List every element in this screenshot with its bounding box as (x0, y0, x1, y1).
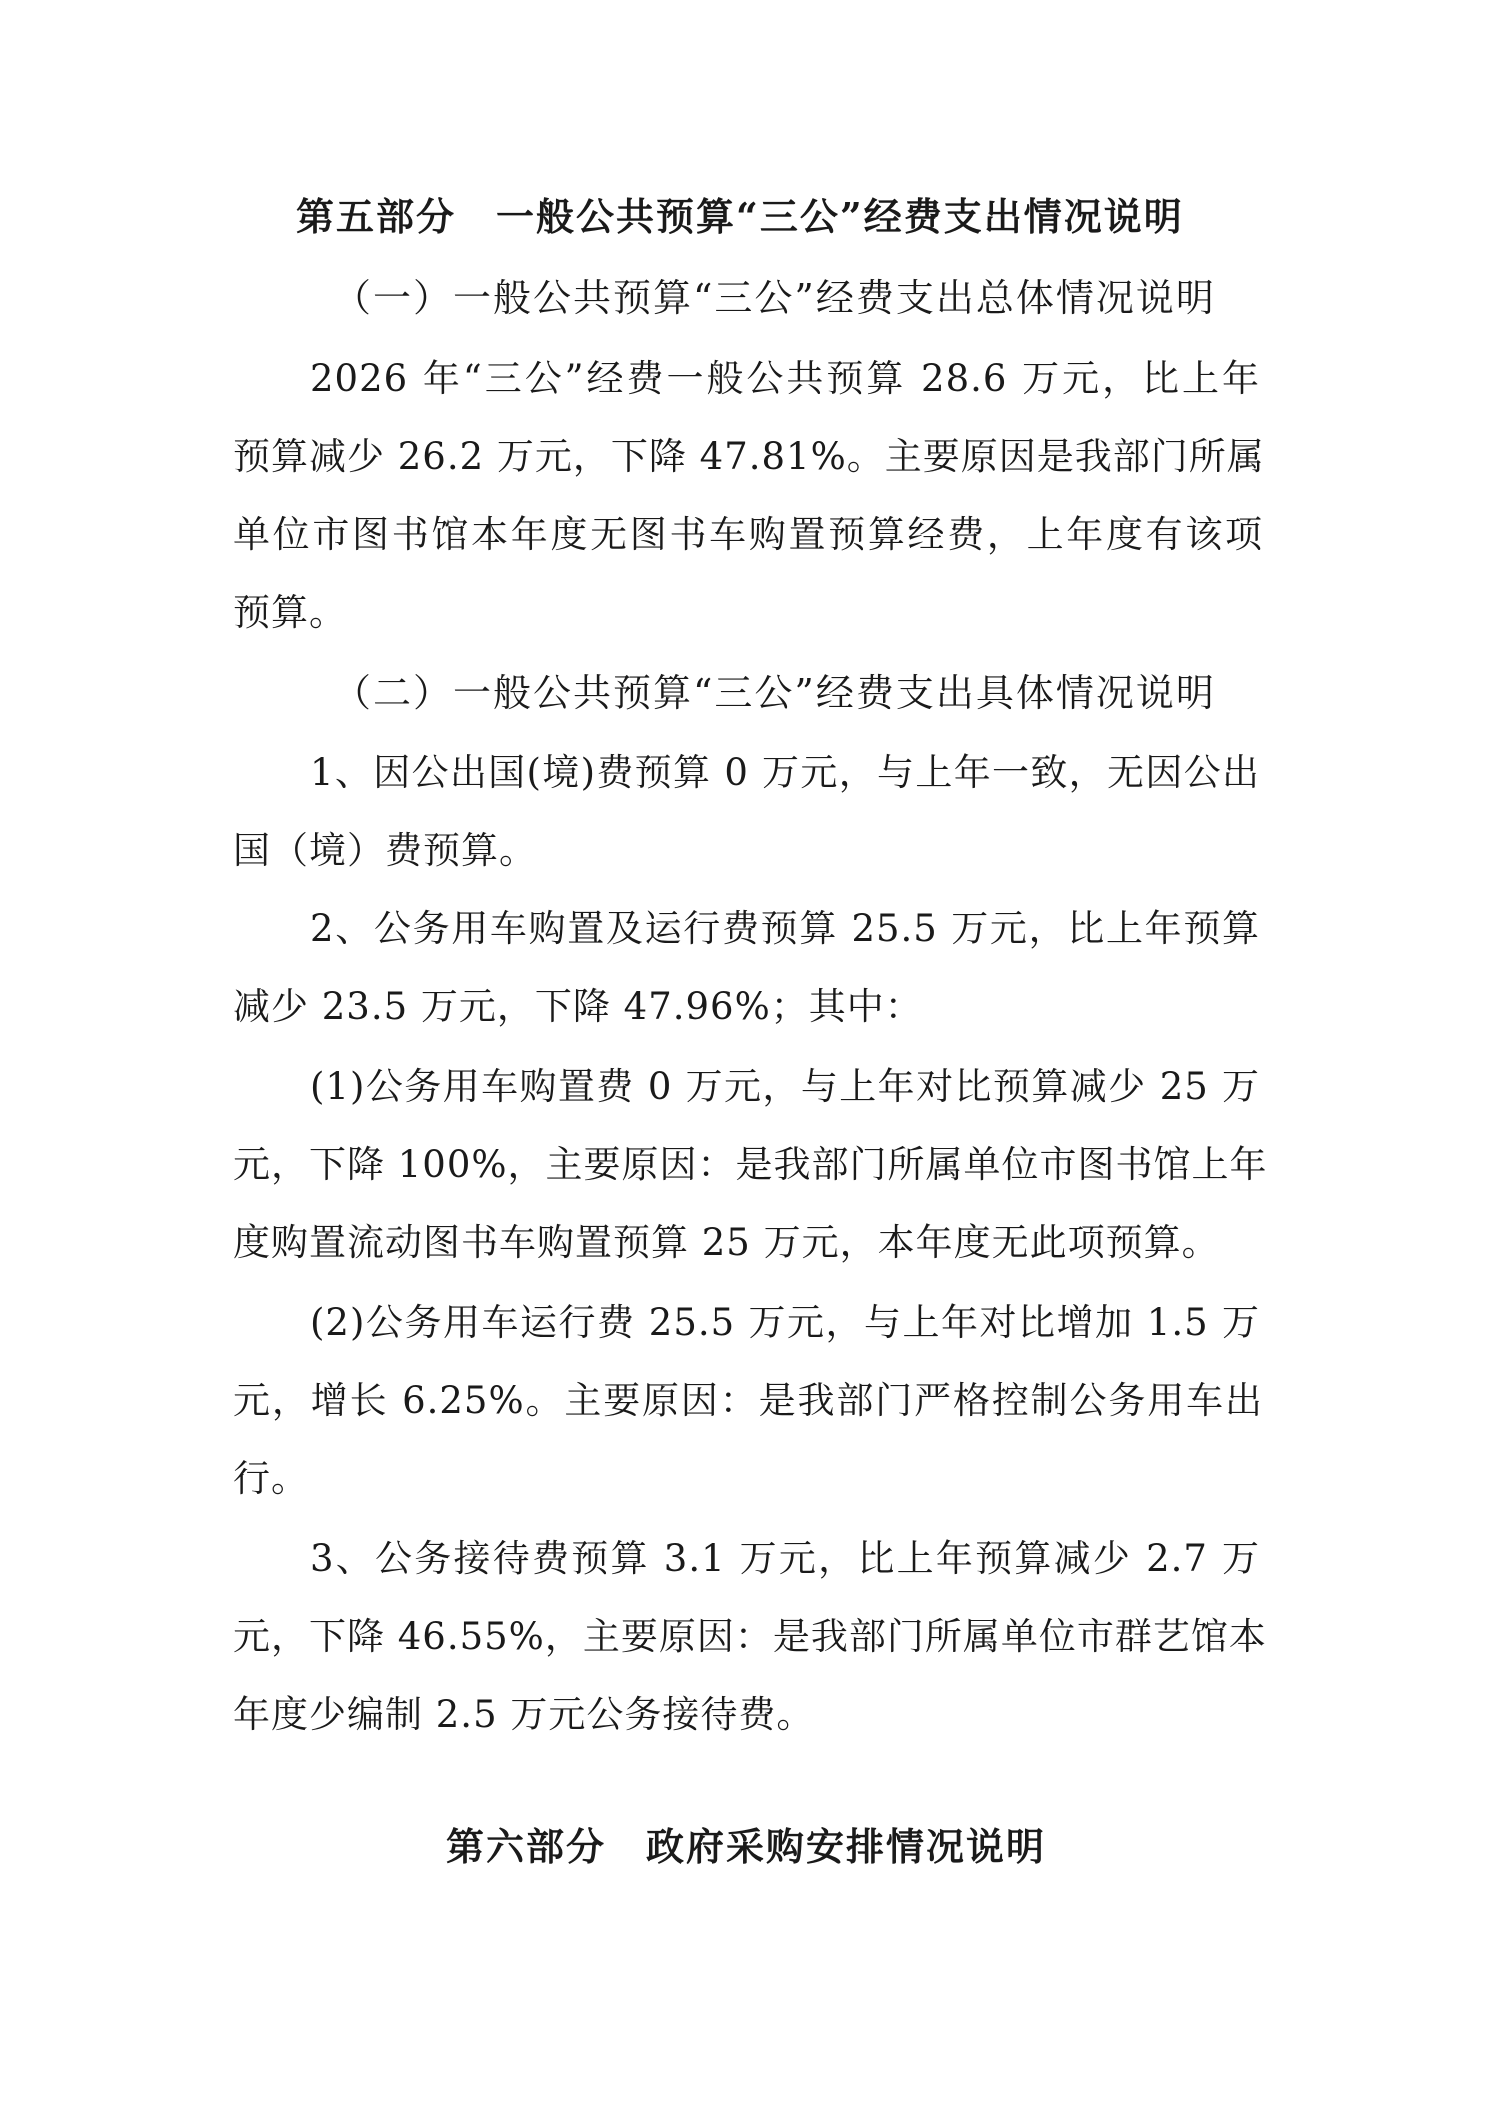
item2b-line-2: 元，增长 6.25%。主要原因：是我部门严格控制公务用车出 (233, 1379, 1263, 1422)
item2a-line-3: 度购置流动图书车购置预算 25 万元，本年度无此项预算。 (233, 1221, 1220, 1264)
section1-heading: （一）一般公共预算“三公”经费支出总体情况说明 (333, 276, 1216, 320)
part5-label: 第五部分 (296, 194, 457, 239)
section1-line-2: 预算减少 26.2 万元，下降 47.81%。主要原因是我部门所属 (233, 435, 1265, 478)
part5-heading (296, 194, 1184, 240)
item2a-line-2: 元，下降 100%，主要原因：是我部门所属单位市图书馆上年 (233, 1143, 1268, 1186)
item3-line-2: 元，下降 46.55%，主要原因：是我部门所属单位市群艺馆本 (233, 1615, 1267, 1658)
section1-line-4: 预算。 (233, 591, 347, 634)
item3-line-1: 3、公务接待费预算 3.1 万元，比上年预算减少 2.7 万 (310, 1537, 1260, 1580)
part6-title: 政府采购安排情况说明 (646, 1824, 1047, 1869)
part6-label: 第六部分 (446, 1824, 607, 1869)
section1-line-3: 单位市图书馆本年度无图书车购置预算经费，上年度有该项 (233, 513, 1263, 556)
part6-heading (446, 1824, 1046, 1870)
section2-heading: （二）一般公共预算“三公”经费支出具体情况说明 (333, 671, 1216, 715)
section1-line-1: 2026 年“三公”经费一般公共预算 28.6 万元，比上年 (310, 357, 1260, 400)
item2b-line-3: 行。 (233, 1457, 309, 1500)
item3-line-3: 年度少编制 2.5 万元公务接待费。 (233, 1693, 815, 1736)
item1-line-1: 1、因公出国(境)费预算 0 万元，与上年一致，无因公出 (310, 751, 1260, 794)
item2-line-1: 2、公务用车购置及运行费预算 25.5 万元，比上年预算 (310, 907, 1260, 950)
item2a-line-1: (1)公务用车购置费 0 万元，与上年对比预算减少 25 万 (310, 1065, 1260, 1108)
part5-title: 一般公共预算“三公”经费支出情况说明 (496, 194, 1184, 239)
item2-line-2: 减少 23.5 万元，下降 47.96%；其中： (233, 985, 923, 1028)
item2b-line-1: (2)公务用车运行费 25.5 万元，与上年对比增加 1.5 万 (310, 1301, 1260, 1344)
item1-line-2: 国（境）费预算。 (233, 829, 537, 872)
